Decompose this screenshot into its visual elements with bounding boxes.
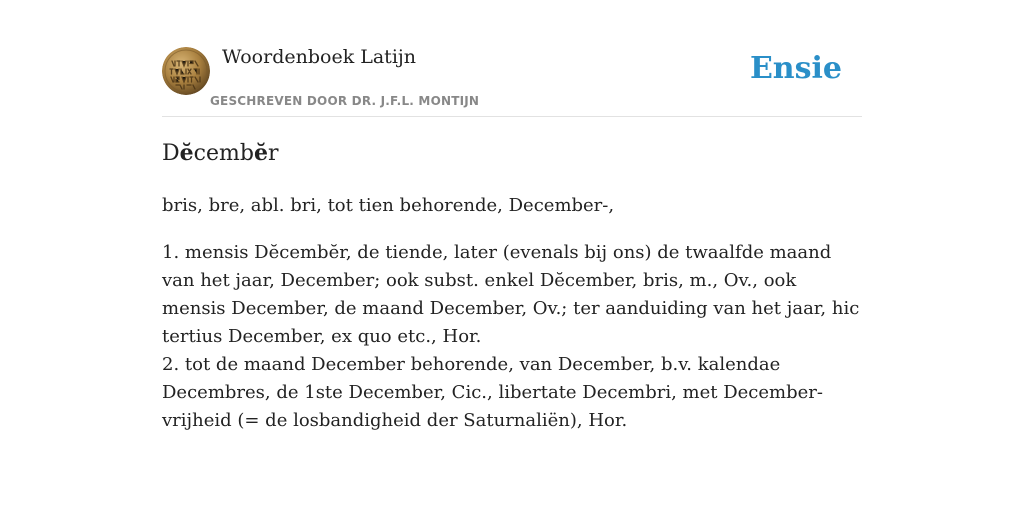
entry-definition: 2. tot de maand December behorende, van December, b.v. kalendae Decembres, de 1ste December, Cic., libertate Decembri, met December-vrijheid (= de losbandigheid der Saturnaliën), Hor. xyxy=(162,354,823,431)
site-header xyxy=(162,0,862,117)
entry-title-part: r xyxy=(267,141,279,166)
entry-title-part: cemb xyxy=(193,141,254,166)
entry-grammar: bris, bre, abl. bri, tot tien behorende, December-, xyxy=(162,195,615,216)
author-byline: GESCHREVEN DOOR DR. J.F.L. MONTIJN xyxy=(210,94,480,108)
dictionary-title[interactable]: Woordenboek Latijn xyxy=(222,46,417,68)
brand-logo-link[interactable]: Ensie xyxy=(749,51,842,86)
entry-title-part: ĕ xyxy=(179,140,194,166)
ancient-coin-inscription-icon xyxy=(162,47,210,95)
dictionary-logo-icon[interactable] xyxy=(162,47,210,95)
entry-title xyxy=(162,140,278,166)
entry-definition: 1. mensis Dĕcembĕr, de tiende, later (evenals bij ons) de twaalfde maand van het jaar, December; ook subst. enkel Dĕcember, bris, m., Ov., ook mensis December, de maand December, Ov.; ter aanduiding van het jaar, hic tertius December, ex quo etc., Hor. xyxy=(162,242,860,347)
entry-title-part: D xyxy=(162,141,180,166)
entry-title-part: ĕ xyxy=(253,140,268,166)
entry-body xyxy=(162,192,862,435)
